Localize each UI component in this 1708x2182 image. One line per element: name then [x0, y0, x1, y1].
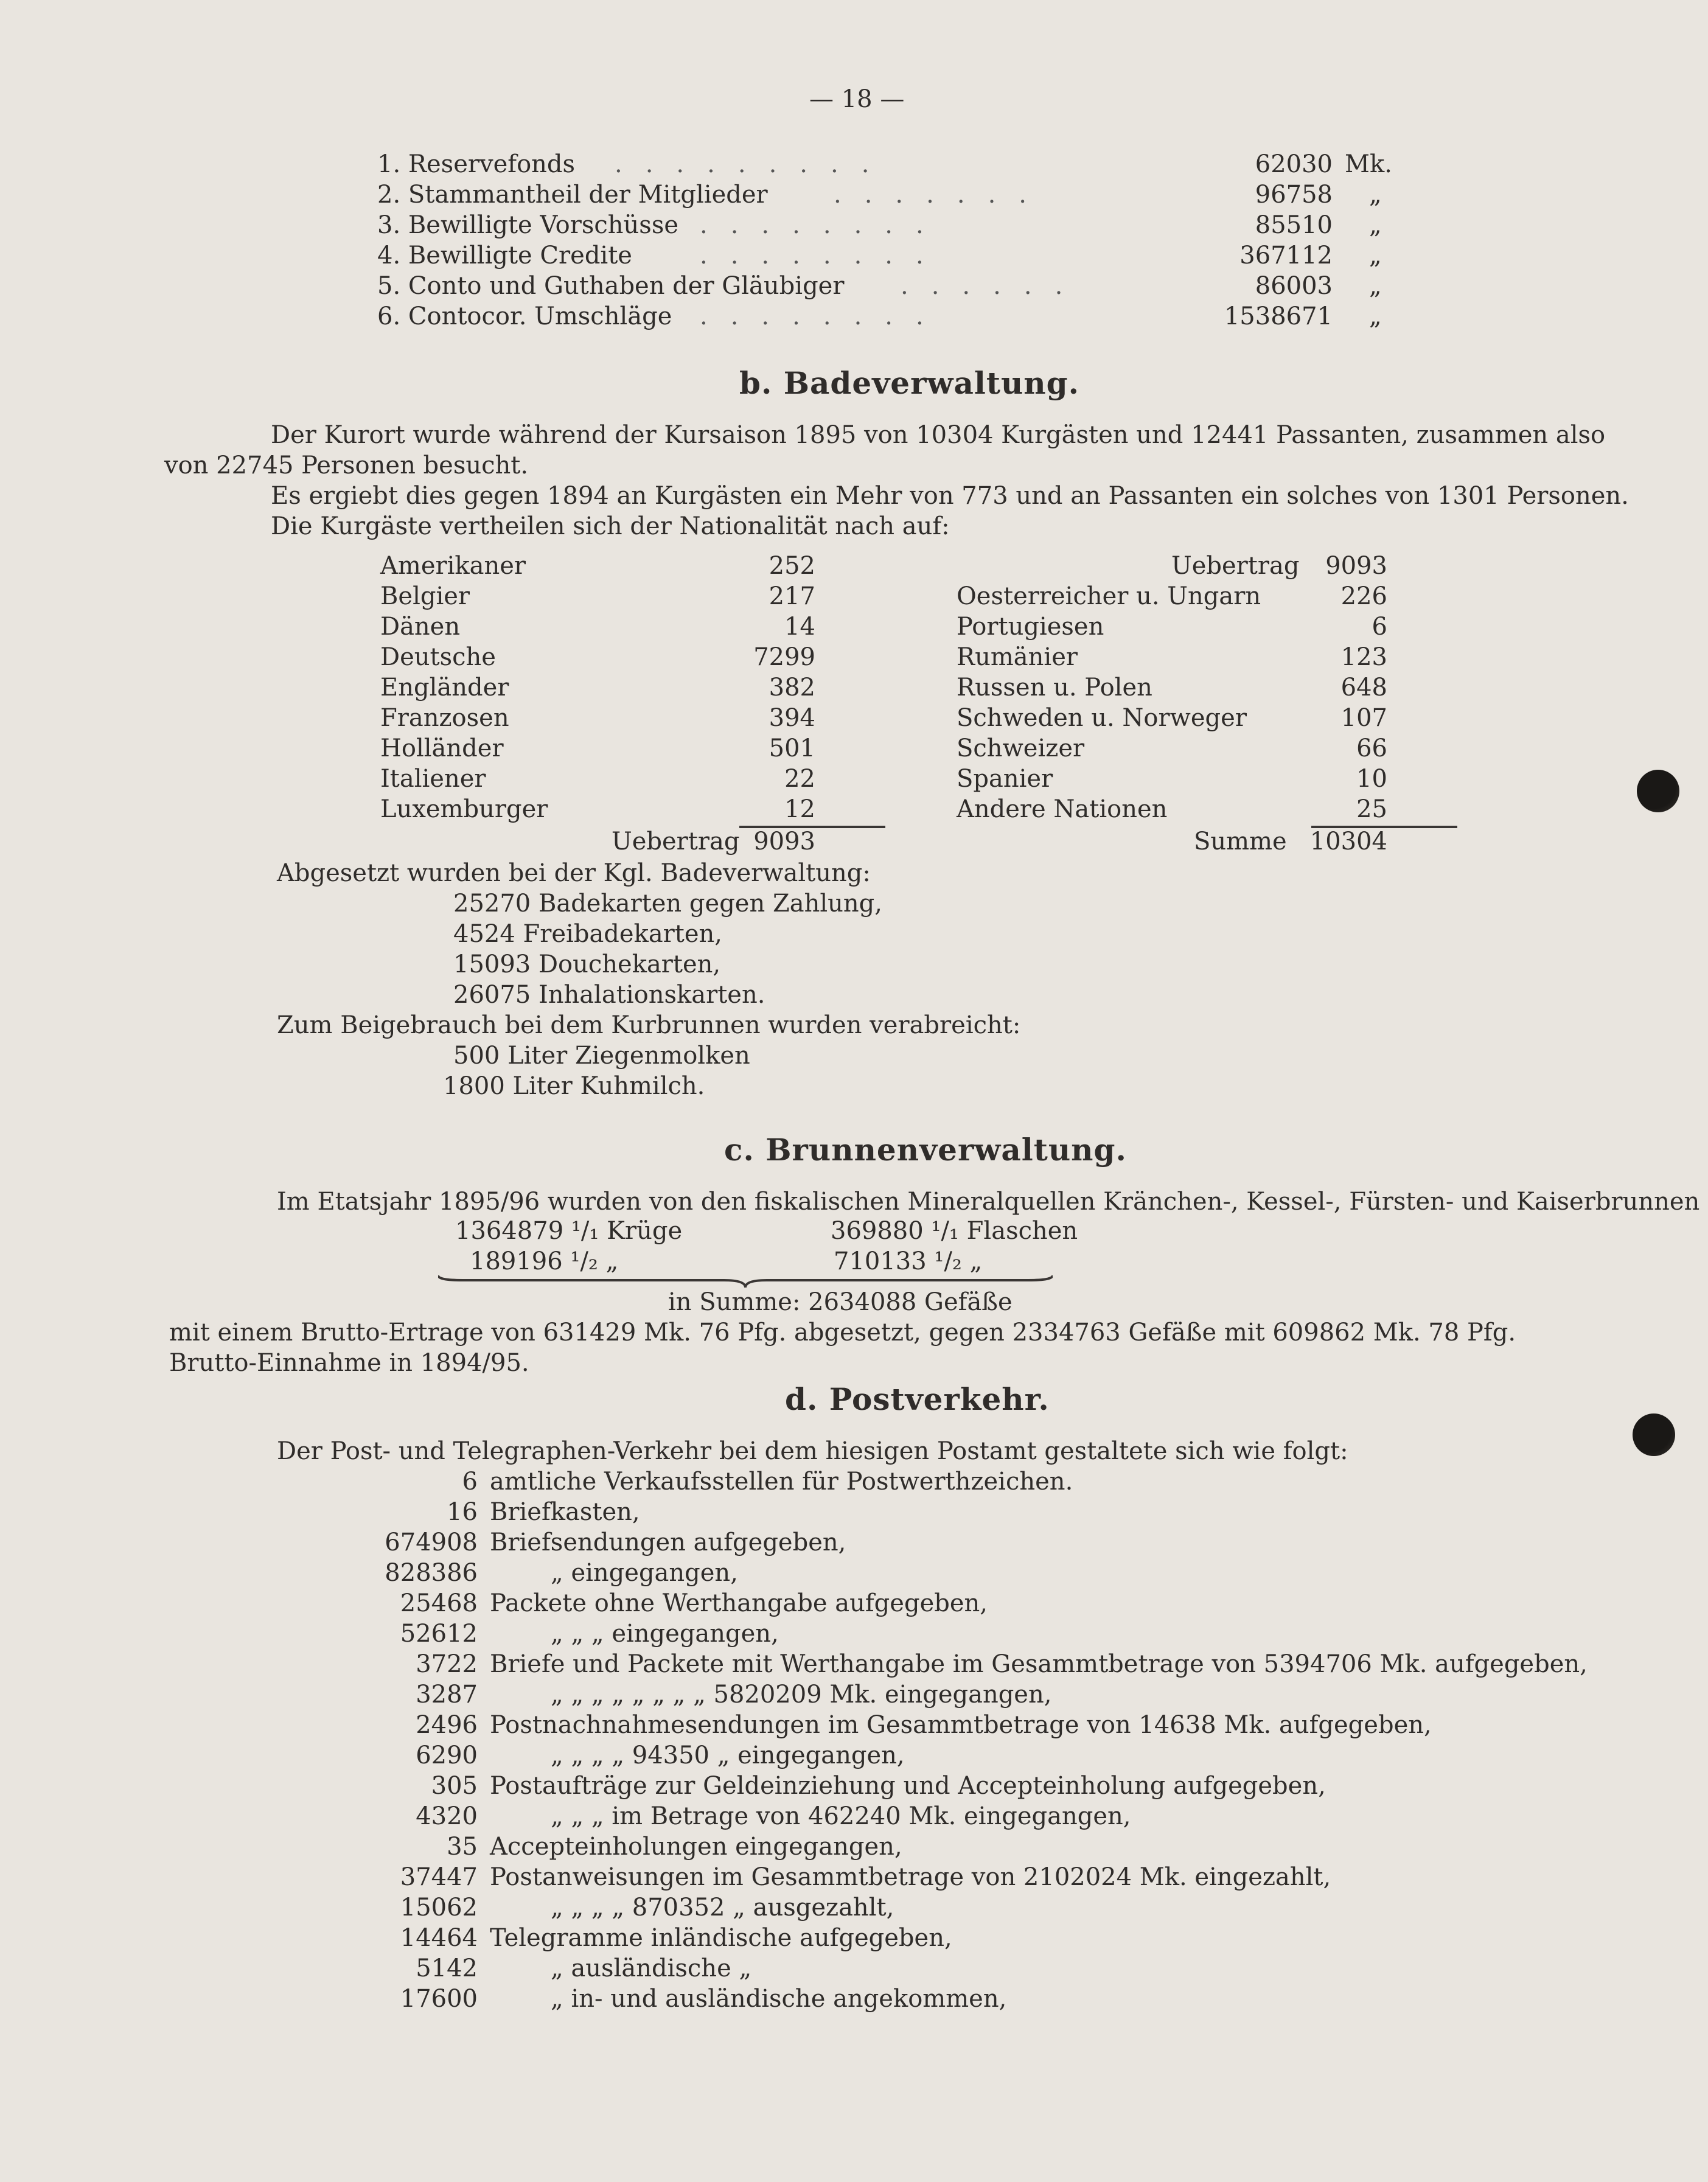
nation-name: Portugiesen — [957, 613, 1104, 641]
nation-value: 217 — [769, 582, 815, 610]
list-item-label: 2. Stammantheil der Mitglieder — [377, 181, 768, 209]
section-c-row-left: 1364879 ¹/₁ Krüge — [455, 1217, 683, 1245]
post-text: „ eingegangen, — [551, 1559, 738, 1587]
nation-name: Andere Nationen — [957, 795, 1168, 823]
post-count: 52612 — [400, 1620, 478, 1648]
sold-item: 26075 Inhalationskarten. — [453, 981, 765, 1009]
nation-value: 394 — [769, 704, 815, 732]
section-b-paragraph: Die Kurgäste vertheilen sich der Nationalität nach auf: — [271, 512, 950, 540]
list-item-value: 96758 — [1255, 181, 1333, 209]
sold-intro: Abgesetzt wurden bei der Kgl. Badeverwaltung: — [277, 859, 871, 887]
nation-name: Holländer — [380, 734, 504, 762]
nation-value: 226 — [1340, 582, 1387, 610]
nation-value: 107 — [1340, 704, 1387, 732]
section-c-row-right: 710133 ¹/₂ „ — [834, 1247, 983, 1275]
nation-name: Spanier — [957, 765, 1053, 793]
post-count: 5142 — [416, 1954, 478, 1982]
nation-value: 66 — [1356, 734, 1387, 762]
nation-value: 25 — [1356, 795, 1387, 823]
sold-item: 15093 Douchekarten, — [453, 950, 721, 978]
post-count: 14464 — [400, 1924, 478, 1952]
nation-name: Schweizer — [957, 734, 1085, 762]
list-item-value: 367112 — [1239, 242, 1333, 270]
leader-dots: ........ — [700, 242, 947, 270]
right-total-label: Summe — [1194, 828, 1287, 856]
leader-dots: ...... — [901, 272, 1086, 300]
post-text: Postaufträge zur Geldeinziehung und Accepteinholung aufgegeben, — [490, 1772, 1326, 1800]
list-item-label: 4. Bewilligte Credite — [377, 242, 632, 270]
post-count: 828386 — [385, 1559, 478, 1587]
post-count: 17600 — [400, 1985, 478, 2013]
list-item-label: 3. Bewilligte Vorschüsse — [377, 211, 679, 239]
section-c-line: Brutto-Einnahme in 1894/95. — [169, 1349, 529, 1377]
post-count: 305 — [431, 1772, 478, 1800]
post-text: Briefkasten, — [490, 1498, 640, 1526]
left-total-label: Uebertrag — [612, 828, 740, 856]
drink-item: 500 Liter Ziegenmolken — [453, 1042, 750, 1070]
post-text: Postanweisungen im Gesammtbetrage von 2102024 Mk. eingezahlt, — [490, 1863, 1331, 1891]
nation-name: Franzosen — [380, 704, 509, 732]
post-count: 6290 — [416, 1741, 478, 1769]
nation-name: Belgier — [380, 582, 470, 610]
post-text: „ ausländische „ — [551, 1954, 752, 1982]
list-item-label: 1. Reservefonds — [377, 150, 576, 178]
sold-item: 25270 Badekarten gegen Zahlung, — [453, 890, 882, 918]
section-b-paragraph: Der Kurort wurde während der Kursaison 1895 von 10304 Kurgästen und 12441 Passanten, zusammen also — [271, 421, 1606, 449]
post-text: „ „ „ „ „ „ „ „ 5820209 Mk. eingegangen, — [551, 1681, 1052, 1709]
section-c-line: Im Etatsjahr 1895/96 wurden von den fiskalischen Mineralquellen Kränchen-, Kessel-, Fürsten- und Kaiserbrunnen — [277, 1188, 1700, 1216]
post-text: Telegramme inländische aufgegeben, — [490, 1924, 952, 1952]
list-item-unit: „ — [1369, 302, 1382, 330]
section-c-heading: c. Brunnenverwaltung. — [724, 1132, 1127, 1168]
list-item-value: 62030 — [1255, 150, 1333, 178]
nation-value: 6 — [1372, 613, 1387, 641]
post-count: 3722 — [416, 1650, 478, 1678]
leader-dots: ......... — [615, 150, 893, 178]
nation-value: 10 — [1356, 765, 1387, 793]
carry-label: Uebertrag — [1171, 552, 1300, 580]
nation-name: Engländer — [380, 674, 509, 702]
list-item-unit: „ — [1369, 272, 1382, 300]
post-count: 25468 — [400, 1589, 478, 1617]
list-item-value: 86003 — [1255, 272, 1333, 300]
nation-value: 14 — [784, 613, 815, 641]
post-count: 2496 — [416, 1711, 478, 1739]
sold-item: 4524 Freibadekarten, — [453, 920, 723, 948]
nation-name: Rumänier — [957, 643, 1078, 671]
nation-value: 501 — [769, 734, 815, 762]
nation-value: 123 — [1340, 643, 1387, 671]
post-count: 3287 — [416, 1681, 478, 1709]
section-c-sum: in Summe: 2634088 Gefäße — [668, 1288, 1013, 1316]
post-text: Briefsendungen aufgegeben, — [490, 1528, 846, 1556]
post-text: „ „ „ im Betrage von 462240 Mk. eingegangen, — [551, 1802, 1131, 1830]
nation-name: Luxemburger — [380, 795, 548, 823]
drink-item: 1800 Liter Kuhmilch. — [443, 1072, 705, 1100]
nation-name: Deutsche — [380, 643, 496, 671]
post-text: „ „ „ eingegangen, — [551, 1620, 779, 1648]
nation-name: Dänen — [380, 613, 461, 641]
section-d-intro: Der Post- und Telegraphen-Verkehr bei dem hiesigen Postamt gestaltete sich wie folgt: — [277, 1437, 1348, 1465]
list-item-label: 6. Contocor. Umschläge — [377, 302, 672, 330]
nation-name: Russen u. Polen — [957, 674, 1152, 702]
list-item-value: 85510 — [1255, 211, 1333, 239]
right-total-value: 10304 — [1309, 828, 1387, 856]
post-count: 15062 — [400, 1894, 478, 1922]
page-number: — 18 — — [809, 85, 905, 113]
post-text: Accepteinholungen eingegangen, — [490, 1833, 902, 1861]
post-text: „ in- und ausländische angekommen, — [551, 1985, 1007, 2013]
post-count: 4320 — [416, 1802, 478, 1830]
leader-dots: ........ — [700, 302, 947, 330]
list-item-unit: Mk. — [1345, 150, 1392, 178]
leader-dots: ....... — [834, 181, 1050, 209]
section-c-line: mit einem Brutto-Ertrage von 631429 Mk. 76 Pfg. abgesetzt, gegen 2334763 Gefäße mit 609862 Mk. 78 Pfg. — [169, 1319, 1516, 1347]
punch-hole — [1633, 1413, 1675, 1456]
post-count: 6 — [462, 1468, 478, 1496]
leader-dots: ........ — [700, 211, 947, 239]
section-b-paragraph: Es ergiebt dies gegen 1894 an Kurgästen ein Mehr von 773 und an Passanten ein solches von 1301 Personen. — [271, 482, 1629, 510]
nation-value: 7299 — [753, 643, 815, 671]
list-item-unit: „ — [1369, 181, 1382, 209]
section-b-paragraph: von 22745 Personen besucht. — [164, 451, 529, 479]
post-text: Packete ohne Werthangabe aufgegeben, — [490, 1589, 988, 1617]
list-item-unit: „ — [1369, 242, 1382, 270]
post-text: amtliche Verkaufsstellen für Postwerthzeichen. — [490, 1468, 1073, 1496]
list-item-label: 5. Conto und Guthaben der Gläubiger — [377, 272, 845, 300]
post-count: 16 — [447, 1498, 478, 1526]
nation-name: Oesterreicher u. Ungarn — [957, 582, 1261, 610]
section-b-heading: b. Badeverwaltung. — [739, 365, 1080, 401]
list-item-value: 1538671 — [1224, 302, 1333, 330]
nation-name: Italiener — [380, 765, 486, 793]
nation-name: Schweden u. Norweger — [957, 704, 1247, 732]
nation-value: 12 — [784, 795, 815, 823]
drink-intro: Zum Beigebrauch bei dem Kurbrunnen wurden verabreicht: — [277, 1011, 1021, 1039]
section-c-row-left: 189196 ¹/₂ „ — [470, 1247, 619, 1275]
post-text: „ „ „ „ 870352 „ ausgezahlt, — [551, 1894, 894, 1922]
post-count: 37447 — [400, 1863, 478, 1891]
nation-value: 252 — [769, 552, 815, 580]
punch-hole — [1637, 770, 1679, 812]
nation-name: Amerikaner — [380, 552, 526, 580]
section-c-row-right: 369880 ¹/₁ Flaschen — [831, 1217, 1078, 1245]
list-item-unit: „ — [1369, 211, 1382, 239]
nation-value: 648 — [1340, 674, 1387, 702]
section-d-heading: d. Postverkehr. — [785, 1381, 1050, 1417]
post-text: Postnachnahmesendungen im Gesammtbetrage von 14638 Mk. aufgegeben, — [490, 1711, 1432, 1739]
post-count: 35 — [447, 1833, 478, 1861]
left-total-value: 9093 — [753, 828, 815, 856]
nation-value: 382 — [769, 674, 815, 702]
nation-value: 22 — [784, 765, 815, 793]
carry-value: 9093 — [1325, 552, 1387, 580]
post-text: Briefe und Packete mit Werthangabe im Gesammtbetrage von 5394706 Mk. aufgegeben, — [490, 1650, 1588, 1678]
post-count: 674908 — [385, 1528, 478, 1556]
post-text: „ „ „ „ 94350 „ eingegangen, — [551, 1741, 905, 1769]
